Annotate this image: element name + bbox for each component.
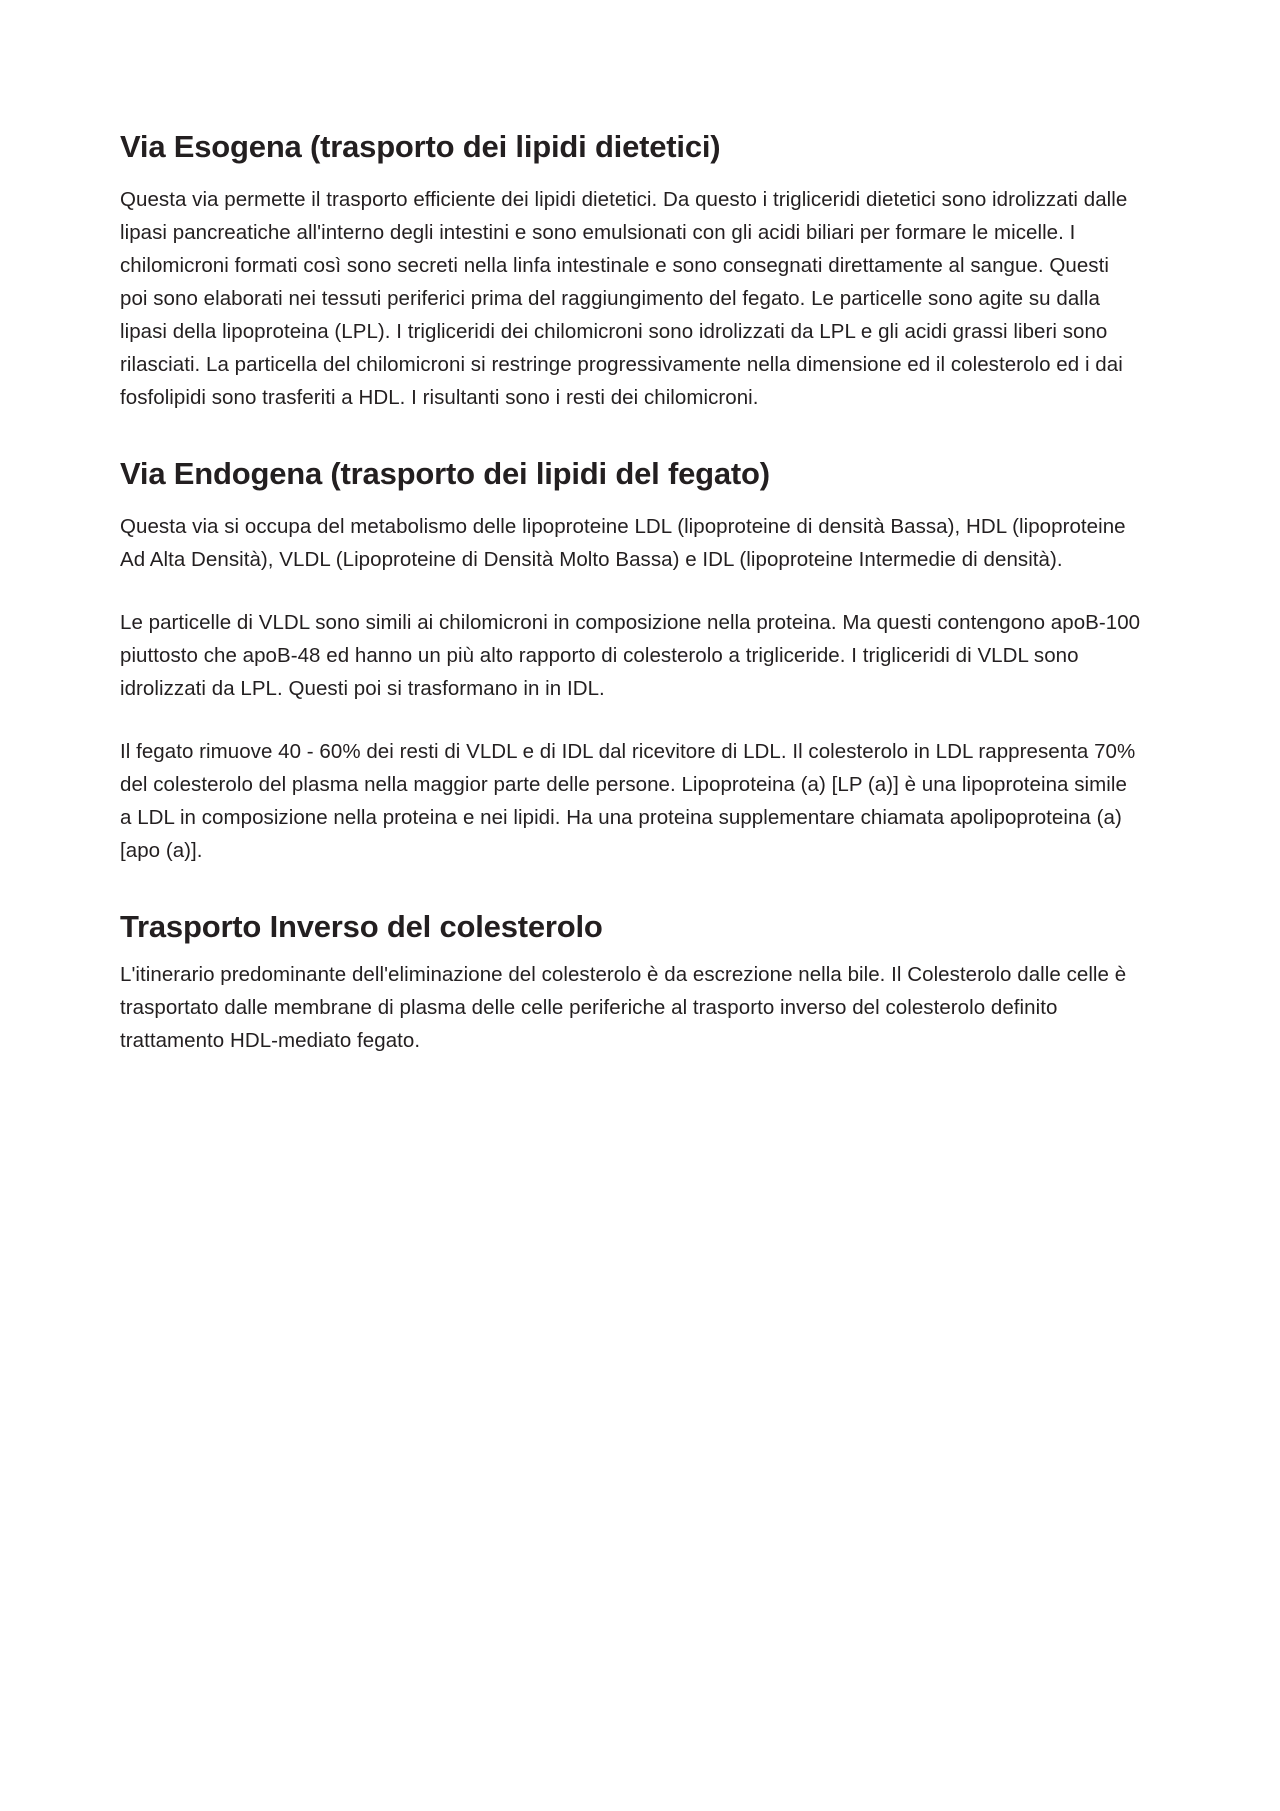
paragraph: Il fegato rimuove 40 - 60% dei resti di VLDL e di IDL dal ricevitore di LDL. Il colesterolo in LDL rappresenta 70% del colesterolo del plasma nella maggior parte delle persone. Lipoproteina (a) [LP (a)] è una lipoproteina simile a LDL in composizione nella proteina e nei lipidi. Ha una proteina supplementare chiamata apolipoproteina (a) [apo (a)]. xyxy=(120,739,1136,862)
paragraph: Questa via si occupa del metabolismo delle lipoproteine LDL (lipoproteine di densità Bassa), HDL (lipoproteine Ad Alta Densità), VLDL (Lipoproteine di Densità Molto Bassa) e IDL (lipoproteine Intermedie di densità). xyxy=(120,514,1126,571)
section-via-endogena xyxy=(120,455,1142,867)
paragraph: Le particelle di VLDL sono simili ai chilomicroni in composizione nella proteina. Ma questi contengono apoB-100 piuttosto che apoB-48 ed hanno un più alto rapporto di colesterolo a trigliceride. I trigliceridi di VLDL sono idrolizzati da LPL. Questi poi si trasformano in in IDL. xyxy=(120,610,1141,700)
section-trasporto-inverso xyxy=(120,908,1142,1058)
page-title: Via Esogena (trasporto dei lipidi dietetici) xyxy=(120,129,721,164)
section-heading-via-endogena: Via Endogena (trasporto dei lipidi del fegato) xyxy=(120,455,770,491)
section-heading-trasporto-inverso: Trasporto Inverso del colesterolo xyxy=(120,908,603,944)
paragraph: Questa via permette il trasporto efficiente dei lipidi dietetici. Da questo i trigliceridi dietetici sono idrolizzati dalle lipasi pancreatiche all'interno degli intestini e sono emulsionati con gli acidi biliari per formare le micelle. I chilomicroni formati così sono secreti nella linfa intestinale e sono consegnati direttamente al sangue. Questi poi sono elaborati nei tessuti periferici prima del raggiungimento del fegato. Le particelle sono agite su dalla lipasi della lipoproteina (LPL). I trigliceridi dei chilomicroni sono idrolizzati da LPL e gli acidi grassi liberi sono rilasciati. La particella del chilomicroni si restringe progressivamente nella dimensione ed il colesterolo ed i dai fosfolipidi sono trasferiti a HDL. I risultanti sono i resti dei chilomicroni. xyxy=(120,187,1128,409)
section-via-esogena xyxy=(120,128,1142,414)
document-body xyxy=(120,128,1142,1057)
paragraph: L'itinerario predominante dell'eliminazione del colesterolo è da escrezione nella bile. Il Colesterolo dalle celle è trasportato dalle membrane di plasma delle celle periferiche al trasporto inverso del colesterolo definito trattamento HDL-mediato fegato. xyxy=(120,963,1127,1053)
